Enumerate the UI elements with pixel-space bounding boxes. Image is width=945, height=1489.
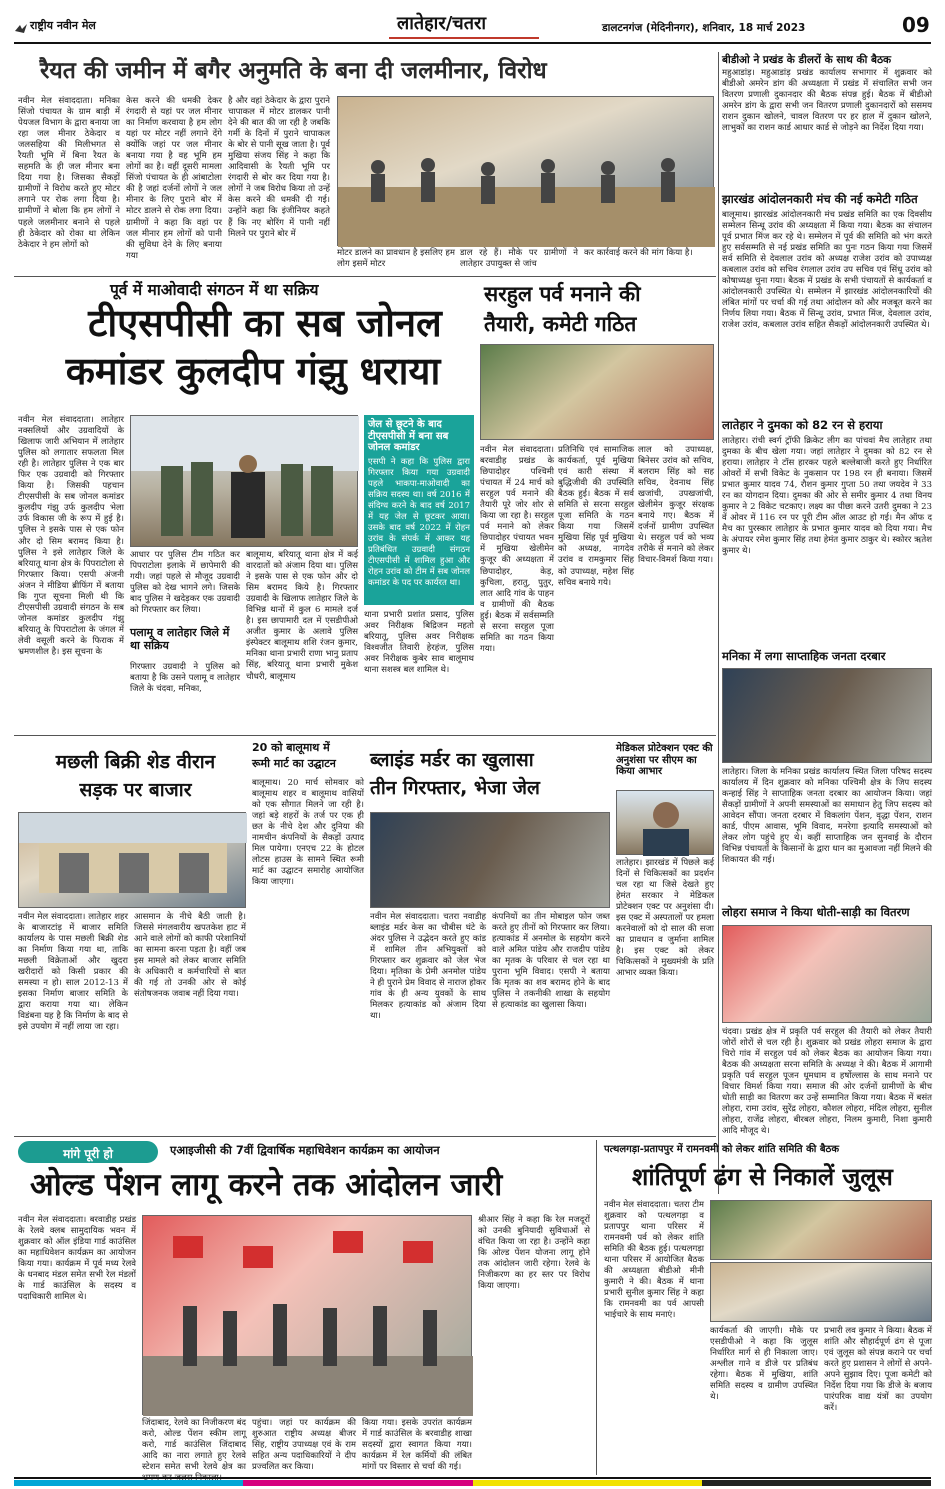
swatch-yellow xyxy=(473,1480,702,1486)
page-number: 09 xyxy=(902,13,930,37)
print-registration-bar xyxy=(14,1480,931,1486)
sidebar-s4-text: लातेहार। जिला के मनिका प्रखंड कार्यालय स्थित जिला परिषद सदस्य कार्यालय में दिन शुक्रवार को मनिका पश्चिमी क्षेत्र के जिप सदस्य कन्हाई सिंह ने साप्ताहिक जनता दरबार का आयोजन किया। जहां सैकड़ों ग्रामीणों ने अपनी समस्याओं का समाधान हेतु जिप सदस्य को आवेदन सौंपा। जनता दरबार में विकलांग पेंशन, वृद्धा पेंशन, राशन कार्ड, पीएम आवास, भूमि विवाद, मनरेगा इत्यादि समस्याओं को लेकर लोग पहुंचे हुए थे। कहीं साप्ताहिक जन सुनवाई के दौरान विभिन्न पंचायतों के किसानों के द्वारा धान का मुआवजा नहीं मिलने की शिकायत की गई। xyxy=(722,767,932,866)
story8-col3: पहुंचा। जहां पर कार्यक्रम की शुरुआत राष्ट्रीय अध्यक्ष बीजर सिंह, राष्ट्रीय उपाध्यक्ष एवं के राम सहित अन्य पदाधिकारियों ने दीप प्रज्वलित कर किया। xyxy=(252,1418,356,1473)
swatch-cyan xyxy=(14,1480,243,1486)
story2-col2: आधार पर पुलिस टीम गठित कर पिपराटोला इलाके में छापेमारी की गयी। जहां पहले से मौजूद उग्रवादी पुलिस को देख भागने लगे। जिसके बाद पुलिस ने खदेड़कर एक उग्रवादी को गिरफ्तार कर लिया। xyxy=(130,550,240,616)
newspaper-logo-icon xyxy=(14,20,28,32)
sidebar-s4-headline: मनिका में लगा साप्ताहिक जनता दरबार xyxy=(722,649,886,663)
story3-col2: प्रतिनिधि एवं सामाजिक कार्यकर्ता, पूर्व मुखिया एवं कारी संस्था में बुद्धिजीवी की उपस्थिति बैठक हुई। बैठक में सर्व समिति से सरना सरहुल पूजा समिति के गठन किया गया जिसमें मुखिया सिंह पूर्व मुखिया को अध्यक्ष, नागदेव उरांव व रामकुमार सिंह को उपाध्यक्ष, महेश सिंह सचिव बनाये गये। xyxy=(558,445,634,588)
story7-headline: मेडिकल प्रोटेक्शन एक्ट की अनुशंसा पर सीएम का किया आभार xyxy=(616,743,713,777)
sidebar-s2-text: बालूमाथ। झारखंड आंदोलनकारी मंच प्रखंड समिति का एक दिवसीय सम्मेलन सिन्धू उरांव की अध्यक्षता में किया गया। बैठक का संचालन पूर्व प्रभात मिंज कर रहे थे। सम्मेलन में पूर्व की समिति को भंग करते हुए सर्वसम्मति से नई प्रखंड समिति का पुनः गठन किया गया जिसमें सर्व समिति से देवलाल उरांव को अध्यक्ष राजेश उरांव को उपाध्यक्ष कबलाल उरांव को सचिव रंगलाल उरांव उप सचिव एवं सिंधू उरांव को कोषाध्यक्ष चुना गया। बैठक में प्रखंड के सभी पंचायतों से कार्यकर्ता व आंदोलनकारी उपस्थित थे। सम्मेलन में झारखंड आंदोलनकारियों की लंबित मांगों पर चर्चा की गई तथा आंदोलन को और मजबूत करने का निर्णय लिया गया। बैठक में सिन्धू उरांव, प्रभात मिंज, देवलाल उरांव, राजेश उरांव, कबलाल उरांव सहित सैकड़ों आंदोलनकारी उपस्थित थे। xyxy=(722,210,932,331)
paper-name: राष्ट्रीय नवीन मेल xyxy=(30,19,96,32)
story2-box-tail: थाना प्रभारी प्रशांत प्रसाद, पुलिस अवर निरीक्षक बिद्रिजन महतो बरियातू, पुलिस अवर निरीक्षक विश्वजीत तिवारी हेरहंज, पुलिस अवर निरीक्षक कुबेर साव बालूमाथ थाना सशस्त्र बल शामिल थे। xyxy=(364,610,474,676)
story5-col1: बालूमाथ। 20 मार्च सोमवार को बालूमाथ शहर व बालूमाथ वासियों को एक सौगात मिलने जा रही है। जहां बड़े शहरों के तर्ज पर एक ही छत के नीचे देश और दुनिया की नामचीन कंपनियों के सैकड़ों उत्पाद मिल पायेगा। एनएच 22 के होटल लोटस हाउस के सामने स्थित रूमी मार्ट का उद्घाटन समारोह आयोजित किया जाएगा। xyxy=(252,778,364,888)
story8-headline: ओल्ड पेंशन लागू करने तक आंदोलन जारी xyxy=(30,1167,503,1203)
story1-under-photo-a: मोटर डालने का प्रावधान है इसलिए हम लोग इसमें मोटर xyxy=(337,248,455,270)
story2-col2b: गिरफ्तार उग्रवादी ने पुलिस को बताया है कि उसने पलामू व लातेहार जिले के चंदवा, मनिका, xyxy=(130,662,240,695)
story1-col3: है और वहां ठेकेदार के द्वारा पुराने चापाकल में मोटर डालकर पानी देने की बात की जा रही है जबकि गर्मी के दिनों में पुराने चापाकल के बोर से पानी सूख जाता है। पूर्व मुखिया संजय सिंह ने कहा कि आदिवासी के रैयती भूमि पर रंगदारी से बोर कर दिया गया है। लोगों ने जब विरोध किया तो उन्हें केस करने की धमकी दी गई। उन्होंने कहा कि इंजीनियर कहते हैं कि नए बोरिंग में पानी नहीं मिलने पर पुराने बोर में xyxy=(228,96,330,239)
story2-sidebox xyxy=(364,415,474,605)
story6-col1: नवीन मेल संवाददाता। चतरा नवाडीह ब्लाइंड मर्डर केस का चौबीस घंटे के अंदर पुलिस ने उद्भेदन करते हुए कांड में शामिल तीन अभियुक्तों को गिरफ्तार कर शुक्रवार को जेल भेज दिया। मृतिका के प्रेमी अनमोल पांडेय ने ही पुराने प्रेम विवाद से नाराज होकर गांव के ही अन्य युवकों के साथ मिलकर हत्याकांड को अंजाम दिया था। xyxy=(370,912,486,1022)
story8-col5: किया गया। इसके उपरांत कार्यक्रम में गार्ड काउंसिल के बरवाडीह शाखा सदस्यों द्वारा स्वागत किया गया। कार्यक्रम में रेल कर्मियों की लंबित मांगों पर विस्तार से चर्चा की गई। xyxy=(362,1418,472,1473)
story4-photo xyxy=(18,812,246,908)
story9-photo-top xyxy=(710,1200,932,1260)
story2-box-text: एसपी ने कहा कि पुलिस द्वारा गिरफ्तार किया गया उग्रवादी पहले भाकपा-माओवादी का सक्रिय सदस्य था। वर्ष 2016 में संदिग्ध करने के बाद वर्ष 2017 में यह जेल से छूटकर आया। उसके बाद वर्ष 2022 में रोहन उरांव के संपर्क में आकर यह प्रतिबंधित उग्रवादी संगठन टीएसपीसी में शामिल हुआ और रोहन उरांव को टीम में सब जोनल कमांडर के पद पर कार्यरत था। xyxy=(368,456,470,589)
rally-photo-icon xyxy=(143,1216,473,1416)
story8-kicker-left-text: मांगे पूरी हो xyxy=(63,1147,113,1161)
story9-col2: कार्यकर्ता की जाएगी। मौके पर एसडीपीओ ने कहा कि जुलूस निर्धारित मार्ग से ही निकाला जाए। अश्लील गाने व डीजे पर प्रतिबंध रहेगा। बैठक में मुखिया, शांति समिति सदस्य व ग्रामीण उपस्थित थे। xyxy=(710,1326,818,1403)
story6-col2: कंपनियों का तीन मोबाइल फोन जब्त करते हुए तीनों को गिरफ्तार कर लिया। हत्याकांड में अनमोल के सहयोग करने वाले अमित पांडेय और राजदीप पांडेय का मृतक के परिवार से चल रहा था पुराना भूमि विवाद। एसपी ने बताया कि मृतक का शव बरामद होने के बाद पुलिस ने तकनीकी शाखा के सहयोग से हत्याकांड का खुलासा किया। xyxy=(492,912,610,1011)
story9-headline: शांतिपूर्ण ढंग से निकालें जुलूस xyxy=(632,1163,893,1191)
story2-headline-line1: टीएसपीसी का सब जोनल xyxy=(88,301,442,345)
story8-photo xyxy=(142,1215,472,1415)
sidebar-s5-text: चंदवा। प्रखंड क्षेत्र में प्रकृति पर्व सरहुल की तैयारी को लेकर तैयारी जोरों शोरों से चल रही है। शुक्रवार को प्रखंड लोहरा समाज के द्वारा चिरो गांव में सरहुल पर्व को लेकर बैठक का आयोजन किया गया। बैठक की अध्यक्षता सरना समिति के अध्यक्ष ने की। बैठक में आगामी प्रकृति पर्व सरहुल पूजन धूमधाम व हर्षोल्लास के साथ मनाने पर विचार विमर्श किया गया। समाज की ओर दर्जनों ग्रामीणों के बीच धोती साड़ी का वितरण कर उन्हें सम्मानित किया गया। बैठक में बसंत लोहरा, रामा उरांव, सुरेंद्र लोहरा, कौशल लोहरा, मंदिल लोहरा, सुनील लोहरा, राजेंद्र लोहरा, बीरबल लोहरा, निलम कुमारी, निशा कुमारी आदि मौजूद थे। xyxy=(722,1027,932,1137)
story5-headline-line1: 20 को बालूमाथ में xyxy=(252,741,330,754)
story7-photo xyxy=(616,790,714,855)
story2-col3: बालूमाथ, बरियातू थाना क्षेत्र में कई वारदातों को अंजाम दिया था। पुलिस ने इसके पास से एक फोन और दो सिम बरामद किये है। गिरफ्तार उग्रवादी के खिलाफ लातेहार जिले के विभिन्न थानों में कुल 6 मामले दर्ज है। इस छापामारी दल में एसडीपीओ अजीत कुमार के अलावे पुलिस इंस्पेक्टर बालूमाथ शशि रंजन कुमार, मनिका थाना प्रभारी राणा भानु प्रताप सिंह, बरियातू थाना प्रभारी मुकेश चौधरी, बालूमाथ xyxy=(246,550,358,682)
story5-headline-line2: रूमी मार्ट का उद्घाटन xyxy=(252,757,336,770)
police-photo-icon xyxy=(131,416,359,548)
story1-headline: रैयत की जमीन में बगैर अनुमति के बना दी जलमीनार, विरोध xyxy=(40,58,547,84)
sidebar-s3-text: लातेहार। रांची स्वर्ग ट्रॉफी क्रिकेट लीग का पांचवां मैच लातेहार तथा दुमका के बीच खेला गया। जहां लातेहार ने दुमका को 82 रन से हराया। लातेहार ने टॉस हारकर पहले बल्लेबाजी करते हुए निर्धारित ओवरों में सभी विकेट के नुकसान पर 198 रन ही बनाया। जिसमें प्रभात कुमार यादव 74, रौशन कुमार गुप्ता 50 तथा जयदेव ने 33 रन का योगदान दिया। दुमका की ओर से समीर कुमार 4 तथा विनय कुमार ने 2 विकेट चटकाए। लक्ष्य का पीछा करने उतरी दुमका ने 23 वें ओवर में 116 रन पर पूरी टीम ऑल आउट हो गई। मैन ऑफ द मैच का पुरस्कार लातेहार के प्रभात कुमार यादव को दिया गया। मैच के अंपायर रमेश कुमार सिंह तथा हेमंत कुमार ठाकुर थे। स्कोरर ऋतेश कुमार थे। xyxy=(722,436,932,557)
story6-photo xyxy=(370,812,610,908)
story4-col1: नवीन मेल संवाददाता। लातेहार शहर के बाजारटांड़ में बाजार समिति कार्यालय के पास मछली बिक्री शेड का निर्माण किया गया था, ताकि मछली विक्रेताओं और खुदरा खरीदारों को किसी प्रकार की समस्या न हो। साल 2012-13 में इसका निर्माण बाजार समिति के द्वारा कराया गया था। लेकिन विडंबना यह है कि निर्माण के बाद से इसे उपयोग में नहीं लाया जा रहा। xyxy=(18,912,128,1033)
story1-col2: केस करने की धमकी देकर रंगदारी से यहां पर जल मीनार का निर्माण करवाया है हम लोग यहां पर मोटर नहीं लगाने देंगे क्योंकि जहां पर जल मीनार बनाया गया है वह भूमि हम लोगों का है। वहीं दूसरी मामला सिंजो पंचायत के ही आंबाटोला की है जहां दर्जनों लोगों ने जल मीनार के लिए पुराने बोर में मोटर डालने से रोक लगा दिया। ग्रामीणों ने कहा कि वहां पर जल मीनार हम लोगों को पानी की सुविधा देने के लिए बनाया गया xyxy=(126,96,222,261)
story8-col4: श्रीआर सिंह ने कहा कि रेल मजदूरों को उनकी बुनियादी सुविधाओं से वंचित किया जा रहा है। उन्होंने कहा कि ओल्ड पेंशन योजना लागू होने तक आंदोलन जारी रहेगा। रेलवे के निजीकरण का हर स्तर पर विरोध किया जाएगा। xyxy=(478,1215,590,1292)
story6-headline-line2: तीन गिरफ्तार, भेजा जेल xyxy=(370,777,540,799)
story8-col2: जिंदाबाद, रेलवे का निजीकरण बंद करो, ओल्ड पेंशन स्कीम लागू करो, गार्ड काउंसिल जिंदाबाद आदि का नारा लगाते हुए रेलवे स्टेशन समेत सभी रेलवे क्षेत्र का xyxy=(142,1418,246,1473)
portrait-photo-icon xyxy=(617,791,715,856)
story9-col1: नवीन मेल संवाददाता। चतरा टीम शुक्रवार को पत्थलगड़ा व प्रतापपुर थाना परिसर में रामनवमी पर्व को लेकर शांति समिति की बैठक हुई। पत्थलगड़ा थाना परिसर में आयोजित बैठक की अध्यक्षता बीडीओ मीनी कुमारी ने की। बैठक में थाना प्रभारी सुनील कुमार सिंह ने कहा कि रामनवमी का पर्व आपसी भाईचारे के साथ मनाएं। xyxy=(604,1200,704,1321)
swatch-black xyxy=(702,1480,931,1486)
swatch-magenta xyxy=(243,1480,472,1486)
story2-col1: नवीन मेल संवाददाता। लातेहार नक्सलियों और उग्रवादियों के खिलाफ जारी अभियान में लातेहार पुलिस को लगातार सफलता मिल रही है। लातेहार पुलिस ने एक बार फिर एक उग्रवादी को गिरफ्तार किया है। जिसकी पहचान टीएसपीसी के सब जोनल कमांडर कुलदीप गंझु उर्फ कुलदीप भेला उर्फ विकास जी के रूप में हुई है। पुलिस ने इसके पास से एक फोन और दो सिम बरामद किया है। पुलिस ने इसे लातेहार जिले के बरियातू थाना क्षेत्र के पिपराटोला से गिरफ्तार किया। एसपी अंजनी अंजन ने मीडिया ब्रीफिंग में बताया कि गुप्त सूचना मिली थी कि टीएसपीसी उग्रवादी संगठन के सब जोनल कमांडर कुलदीप गंझु बरियातू के पिपराटोला के जंगल में लेवी वसूली करने के फिराक में भ्रमणशील है। इस सूचना के xyxy=(18,415,124,657)
divider xyxy=(14,276,716,277)
story3-headline-line1: सरहुल पर्व मनाने की xyxy=(484,282,641,306)
story4-headline-line1: मछली बिक्री शेड वीरान xyxy=(55,751,216,773)
story2-col2-subhead: पलामू व लातेहार जिले में था सक्रिय xyxy=(130,626,230,652)
story1-photo xyxy=(337,96,714,246)
sidebar-s5-photo xyxy=(722,925,932,1023)
sidebar-s2-headline: झारखंड आंदोलनकारी मंच की नई कमेटी गठित xyxy=(722,192,918,206)
story3-photo xyxy=(480,344,714,440)
story4-col2: आसमान के नीचे बैठी जाती है। जिससे मंगलवारीय खपतकेश हाट में आने वाले लोगों को काफी परेशानियों का सामना करना पड़ता है। वहीं जब इस मामले को लेकर बाजार समिति के अधिकारी व कर्मचारियों से बात की गई तो उनकी ओर से कोई संतोषजनक जवाब नहीं दिया गया। xyxy=(134,912,246,1000)
story1-under-photo-b: डाल रहे हैं। मौके पर ग्रामीणों ने लातेहार उपायुक्त से जांच xyxy=(460,248,578,270)
story3-headline-line2: तैयारी, कमेटी गठित xyxy=(484,312,637,336)
story4-headline-line2: सड़क पर बाजार xyxy=(79,779,192,801)
story3-col1: नवीन मेल संवाददाता। बरवाडीह प्रखंड के छिपादोहर पश्चिमी पंचायत में 24 मार्च को सरहुल पर्व मनाने की तैयारी पूरे जोर शोर से किया जा रहा है। सरहुल पर्व मनाने को लेकर छिपादोहर पंचायत भवन में मुखिया खेलीमेन कुजूर की अध्यक्षता में छिपादोहर, केड़, कुचिला, हरातु, पुतुर, लात आदि गांव के पाहन व ग्रामीणों की बैठक हुई। बैठक में सर्वसम्मति से सरना सरहुल पूजा समिति का गठन किया गया। xyxy=(480,445,554,654)
divider xyxy=(14,1136,716,1137)
story2-headline-line2: कमांडर कुलदीप गंझु धराया xyxy=(65,349,441,393)
crowd-photo-icon xyxy=(338,97,715,247)
story2-kicker: पूर्व में माओवादी संगठन में था सक्रिय xyxy=(110,281,319,299)
sidebar-s1-headline: बीडीओ ने प्रखंड के डीलरों के साथ की बैठक xyxy=(722,54,892,66)
story9-photo-bottom xyxy=(710,1262,932,1322)
footer-rule xyxy=(14,1477,931,1479)
story6-headline-line1: ब्लाइंड मर्डर का खुलासा xyxy=(370,749,534,771)
story2-box-title: जेल से छूटने के बाद टीएसपीसी में बना सब जोनल कमांडर xyxy=(368,419,449,453)
dateline: डालटनगंज (मेदिनीनगर), शनिवार, 18 मार्च 2023 xyxy=(602,22,806,34)
story7-col1: लातेहार। झारखंड में पिछले कई दिनों से चिकित्सकों का प्रदर्शन चल रहा था जिसे देखते हुए हेमंत सरकार ने मेडिकल प्रोटेक्शन एक्ट पर अनुशंसा दी। इस एक्ट में अस्पतालों पर हमला करनेवालों को दो साल की सजा का प्रावधान व जुर्माना शामिल है। इस एक्ट को लेकर चिकित्सकों ने मुख्यमंत्री के प्रति आभार व्यक्त किया। xyxy=(616,858,714,979)
sidebar-s5-headline: लोहरा समाज ने किया धोती-साड़ी का वितरण xyxy=(722,905,910,919)
shed-photo-icon xyxy=(19,813,247,909)
masthead-rule xyxy=(14,42,931,44)
section-underline xyxy=(389,37,539,39)
section-title: लातेहार/चतरा xyxy=(397,13,486,34)
story3-col3: लाल को उपाध्यक्ष, बिनेसर उरांव को सचिव, बलराम सिंह को सह सचिव, देवनाथ सिंह खजांची, उपखजांची, खेलीमेन कुजूर संरक्षक बनाये गए। बैठक में दर्जनों ग्रामीण उपस्थित थे। सरहुल पर्व को भव्य तरीके से मनाने को लेकर विचार-विमर्श किया गया। xyxy=(638,445,714,566)
story9-kicker: पत्थलगड़ा-प्रतापपुर में रामनवमी को लेकर शांति समिति की बैठक xyxy=(604,1144,840,1155)
divider xyxy=(14,735,716,736)
sidebar-s1-text: महुआडांड़। महुआडांड़ प्रखंड कार्यालय सभागार में शुक्रवार को बीडीओ अमरेन डांग की अध्यक्षता में प्रखंड में संचालित सभी जन वितरण प्रणाली दुकानदार की बैठक संपन्न हुई। बैठक में बीडीओ अमरेन डांग के द्वारा सभी जन वितरण प्रणाली दुकानदारों को ससमय राशन दुकान खोलने, चावल वितरण पर हर हाल में दुकान खोलने, लाभुकों का राशन कार्ड आधार कार्ड से जोड़ने का निर्देश दिया गया। xyxy=(722,68,932,134)
story8-kicker-right: एआइजीसी की 7वीं द्विवार्षिक महाधिवेशन कार्यक्रम का आयोजन xyxy=(170,1143,440,1157)
story9-divider xyxy=(596,1140,597,1475)
sidebar-s4-photo xyxy=(722,668,932,763)
story8-col1: नवीन मेल संवाददाता। बरवाडीह प्रखंड के रेलवे क्लब सामुदायिक भवन में शुक्रवार को ऑल इंडिया गार्ड काउंसिल का महाधिवेशन कार्यक्रम का आयोजन किया गया। कार्यक्रम में पूर्व मध्य रेलवे के धनबाद मंडल समेत सभी रेल मंडलों के गार्ड काउंसिल के सदस्य व पदाधिकारी शामिल थे। xyxy=(18,1215,136,1303)
sidebar-s3-headline: लातेहार ने दुमका को 82 रन से हराया xyxy=(722,418,883,432)
masthead xyxy=(14,6,931,46)
story9-col3: प्रभारी लव कुमार ने किया। बैठक में शांति और सौहार्दपूर्ण ढंग से पूजा एवं जुलूस को संपन्न कराने पर चर्चा करते हुए प्रशासन ने लोगों से अपने-अपने सुझाव दिए। पूजा कमेटी को निर्देश दिया गया कि डीजे के बजाय पारंपरिक वाद्य यंत्रों का उपयोग करें। xyxy=(824,1326,932,1414)
sidebar-divider xyxy=(718,52,719,1194)
story1-under-photo-c: कर कार्रवाई करने की मांग किया है। xyxy=(584,248,693,258)
story8-kicker-left xyxy=(18,1141,158,1163)
story2-photo xyxy=(130,415,358,547)
story1-col1: नवीन मेल संवाददाता। मनिका सिंजो पंचायत के ग्राम बाड़ी में पेयजल विभाग के द्वारा बनाया जा रहा जल मीनार ठेकेदार व जलसहिया की मिलीभगत से रैयती भूमि में बिना रैयत के सहमति के ही जल मीनार बना दिया गया है। जिसका सैकड़ों ग्रामीणों ने विरोध करते हुए मोटर लगाने पर रोक लगा दिया है। ग्रामीणों ने बोला कि हम लोगों ने पहले जलमीनार बनाने से पहले ही ठेकेदार को रोका था लेकिन ठेकेदार ने हम लोगों को xyxy=(18,96,120,250)
